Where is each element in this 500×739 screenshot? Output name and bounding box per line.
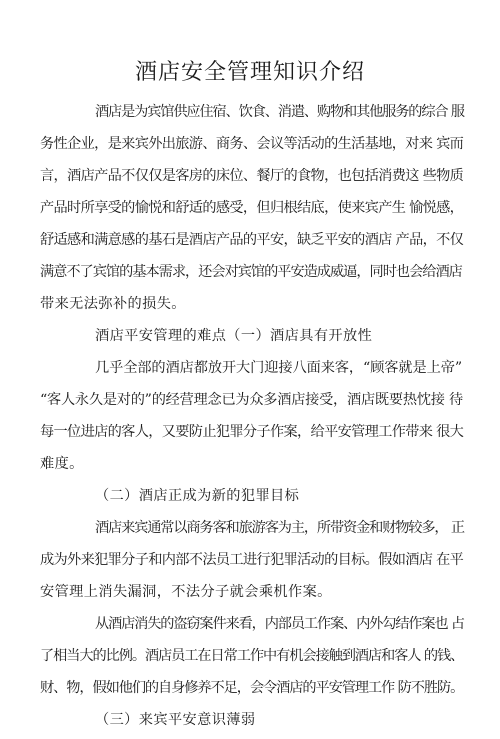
section-heading: （三）来宾平安意识薄弱 [95, 712, 256, 728]
paragraph-line: 产品时所享受的愉悦和舒适的感受，但归根结底，使来宾产生 愉悦感， [40, 200, 464, 216]
document-title: 酒店安全管理知识介绍 [134, 60, 365, 85]
paragraph-line: 安管理上消失漏洞，不法分子就会乘机作案。 [40, 584, 332, 600]
paragraph-line: 了相当大的比例。酒店员工在日常工作中有机会接触到酒店和客人 的钱、 [40, 648, 464, 664]
paragraph-line: 带来无法弥补的损失。 [40, 296, 186, 312]
paragraph-line: 满意不了宾馆的基本需求，还会对宾馆的平安造成威逼，同时也会给酒店 [40, 264, 462, 280]
paragraph-line: 务性企业，是来宾外出旅游、商务、会议等活动的生活基地，对来 宾而 [40, 136, 464, 152]
paragraph-line: “客人永久是对的”的经营理念已为众多酒店接受，酒店既要热忱接 待 [40, 392, 463, 408]
paragraph-line: 几乎全部的酒店都放开大门迎接八面来客，“顾客就是上帝” [95, 360, 462, 376]
paragraph-line: 言，酒店产品不仅仅是客房的床位、餐厅的食物，也包括消费这 些物质 [40, 168, 464, 184]
paragraph-line: 舒适感和满意感的基石是酒店产品的平安，缺乏平安的酒店 产品，不仅 [40, 232, 464, 248]
paragraph-line: 财、物，假如他们的自身修养不足，会令酒店的平安管理工作 防不胜防。 [40, 680, 464, 696]
section-heading: （二）酒店正成为新的犯罪目标 [95, 488, 300, 504]
paragraph-line: 酒店来宾通常以商务客和旅游客为主，所带资金和财物较多， 正 [95, 520, 464, 536]
section-heading: 酒店平安管理的难点（一）酒店具有开放性 [95, 328, 373, 344]
paragraph-line: 难度。 [40, 456, 84, 472]
paragraph-line: 每一位进店的客人，又要防止犯罪分子作案，给平安管理工作带来 很大 [40, 424, 464, 440]
paragraph-line: 从酒店消失的盗窃案件来看，内部员工作案、内外勾结作案也 占 [95, 616, 464, 632]
paragraph-line: 成为外来犯罪分子和内部不法员工进行犯罪活动的目标。假如酒店 在平 [40, 552, 464, 568]
paragraph-line: 酒店是为宾馆供应住宿、饮食、消遣、购物和其他服务的综合 服 [95, 104, 464, 120]
